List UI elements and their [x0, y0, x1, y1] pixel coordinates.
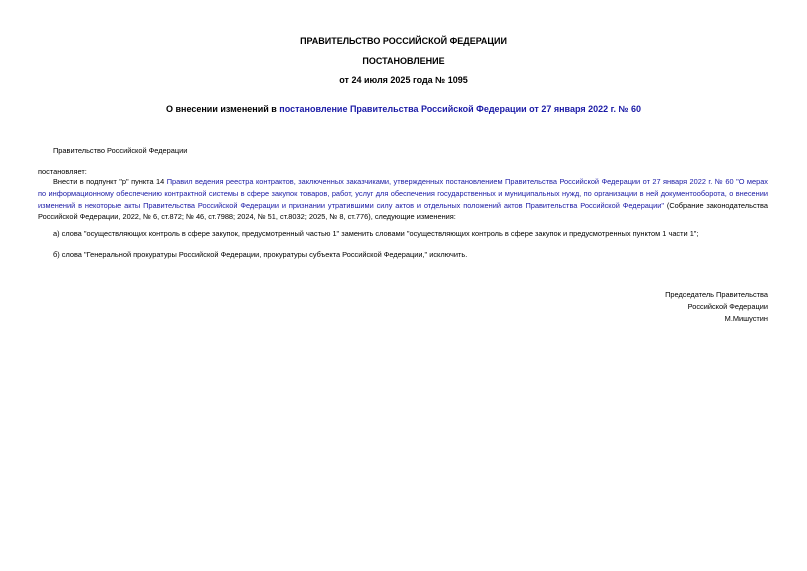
resolves-line: постановляет: — [38, 167, 87, 176]
signature-name: М.Мишустин — [724, 313, 768, 323]
main-paragraph — [38, 176, 768, 223]
amendment-item-b: б) слова "Генеральной прокуратуры Российской Федерации, прокуратуры субъекта Российской Федерации," исключить. — [53, 250, 468, 259]
title-link[interactable]: постановление Правительства Российской Федерации от 27 января 2022 г. № 60 — [279, 104, 641, 114]
document-title — [0, 104, 807, 115]
header-date-number: от 24 июля 2025 года № 1095 — [339, 75, 468, 85]
signature-block — [665, 289, 768, 324]
issuer-line: Правительство Российской Федерации — [53, 146, 188, 155]
main-text-part2: (Собрание законодательства Российской Федерации, 2022, № 6, ст.872; № 46, ст.7988; 2024, № 51, ст.8032; 2025, № 8, ст.776), следующие изменения: — [38, 200, 768, 222]
signature-title-line2: Российской Федерации — [687, 301, 768, 311]
title-prefix: О внесении изменений в — [166, 104, 280, 114]
header-doc-type: ПОСТАНОВЛЕНИЕ — [362, 56, 445, 66]
amendment-item-a: а) слова "осуществляющих контроль в сфере закупок, предусмотренный частью 1" заменить словами "осуществляющих контроль в сфере закупок и предусмотренных пунктом 1 части 1"; — [53, 229, 699, 238]
header-government: ПРАВИТЕЛЬСТВО РОССИЙСКОЙ ФЕДЕРАЦИИ — [300, 36, 507, 46]
signature-title-line1: Председатель Правительства — [665, 290, 768, 299]
main-text-part1: Внести в подпункт "р" пункта 14 — [53, 177, 167, 186]
main-text-link[interactable]: Правил ведения реестра контрактов, заключенных заказчиками, утвержденных постановлением Правительства Российской Федерации от 27 января 2022 г. № 60 "О мерах по информационному обеспечению контрактной системы в сфере закупок товаров, работ, услуг для обеспечения государственных и муниципальных нужд, по организации в ней документооборота, о внесении изменений в некоторые акты Правительства Российской Федерации и признании утратившими силу актов и отдельных положений актов Правительства Российской Федерации" — [38, 177, 768, 210]
